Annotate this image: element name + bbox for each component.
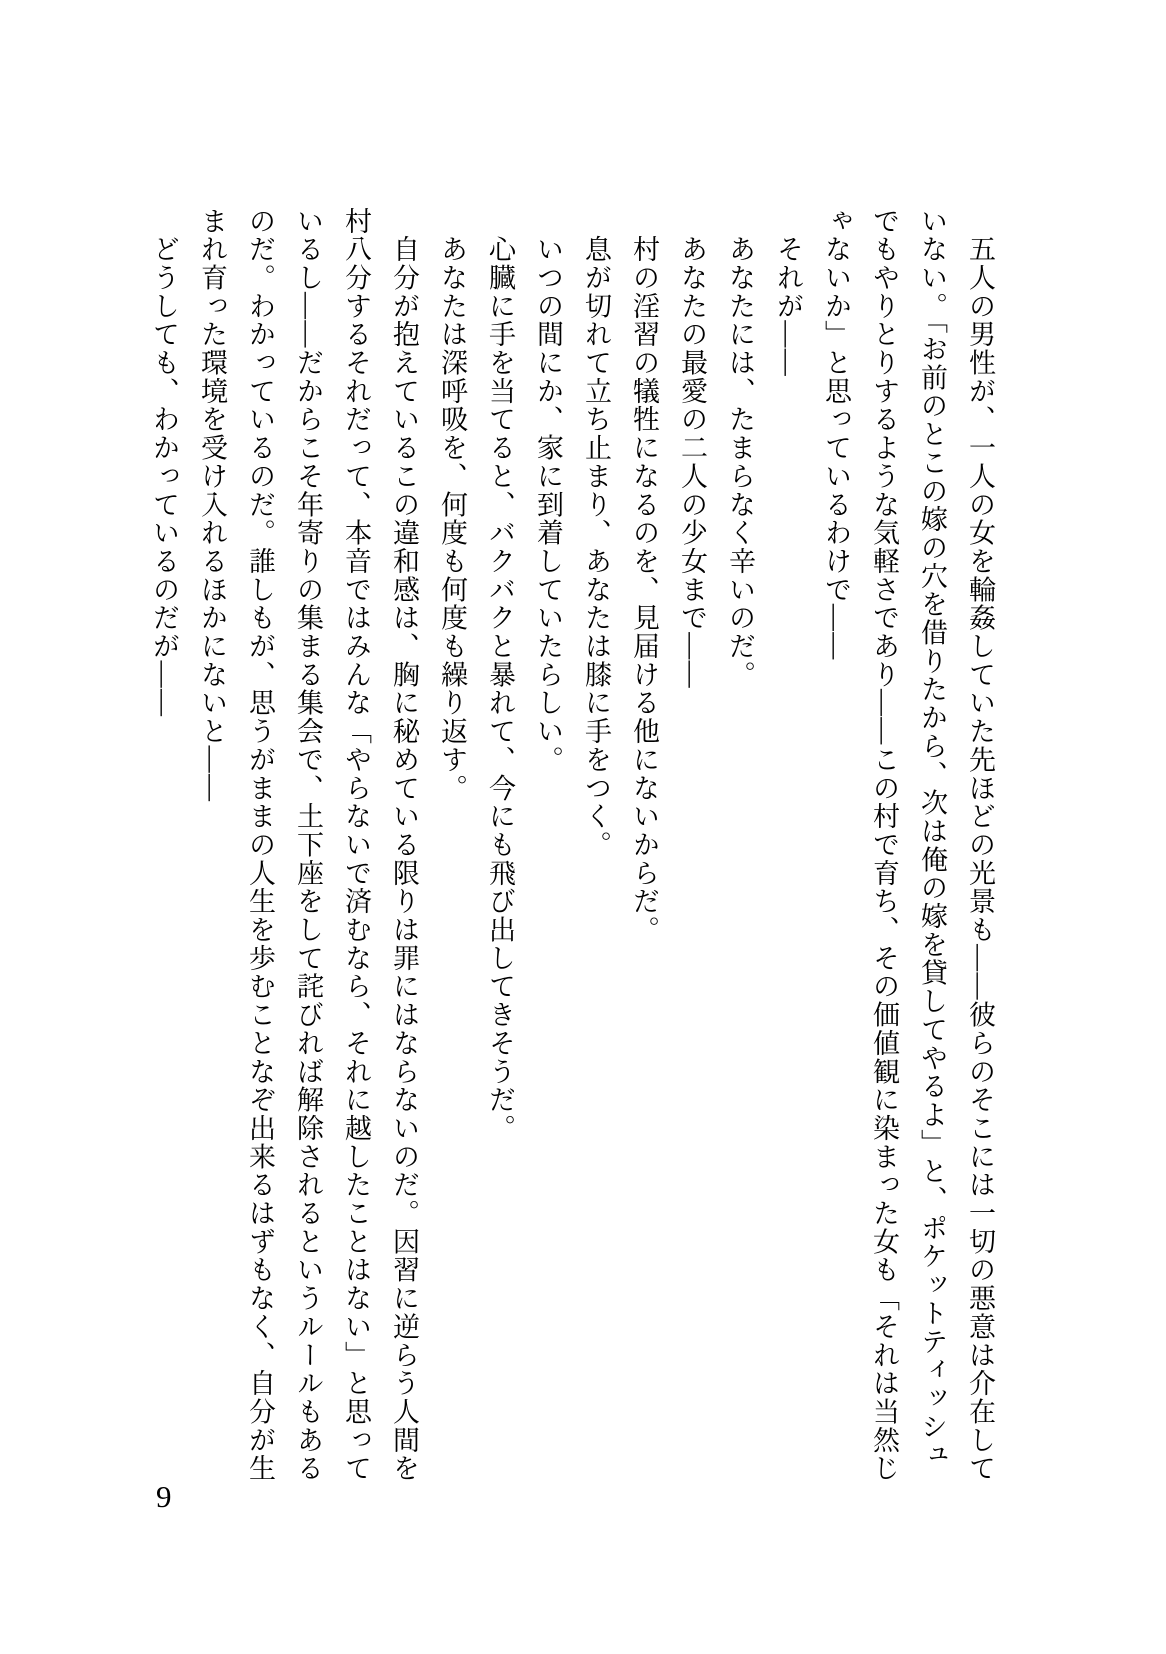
text-column: いない。「お前のとこの嫁の穴を借りたから、次は俺の嫁を貸してやるよ」と、ポケットティッシュ: [917, 207, 947, 1470]
text-column: あなたは深呼吸を、何度も何度も繰り返す。: [437, 207, 467, 803]
text-column: でもやりとりするような気軽さであり――この村で育ち、その価値観に染まった女も「それは当然じ: [869, 207, 899, 1483]
text-column: 心臓に手を当てると、バクバクと暴れて、今にも飛び出してきそうだ。: [485, 207, 515, 1143]
text-column: のだ。わかっているのだ。誰しもが、思うがままの人生を歩むことなぞ出来るはずもなく、自分が生: [245, 207, 275, 1483]
text-column: 息が切れて立ち止まり、あなたは膝に手をつく。: [581, 207, 611, 860]
text-column: いつの間にか、家に到着していたらしい。: [533, 207, 563, 774]
text-column: まれ育った環境を受け入れるほかにないと――: [197, 207, 227, 803]
page-number: 9: [156, 1479, 172, 1514]
text-column: いるし――だからこそ年寄りの集まる集会で、土下座をして詫びれば解除されるというルールもある: [293, 207, 323, 1483]
text-column: あなたには、たまらなく辛いのだ。: [725, 207, 755, 689]
vertical-text-block: [140, 207, 1004, 1485]
text-column: 自分が抱えているこの違和感は、胸に秘めている限りは罪にはならないのだ。因習に逆らう人間を: [389, 207, 419, 1483]
text-column: ゃないか」と思っているわけで――: [821, 207, 851, 661]
text-column: それが――: [773, 207, 803, 378]
text-column: 村八分するそれだって、本音ではみんな「やらないで済むなら、それに越したことはない」と思って: [341, 207, 371, 1483]
text-column: どうしても、わかっているのだが――: [149, 207, 179, 718]
text-column: あなたの最愛の二人の少女まで――: [677, 207, 707, 689]
text-column: 五人の男性が、一人の女を輪姦していた先ほどの光景も――彼らのそこには一切の悪意は介在して: [965, 207, 995, 1483]
text-column: 村の淫習の犠牲になるのを、見届ける他にないからだ。: [629, 207, 659, 945]
